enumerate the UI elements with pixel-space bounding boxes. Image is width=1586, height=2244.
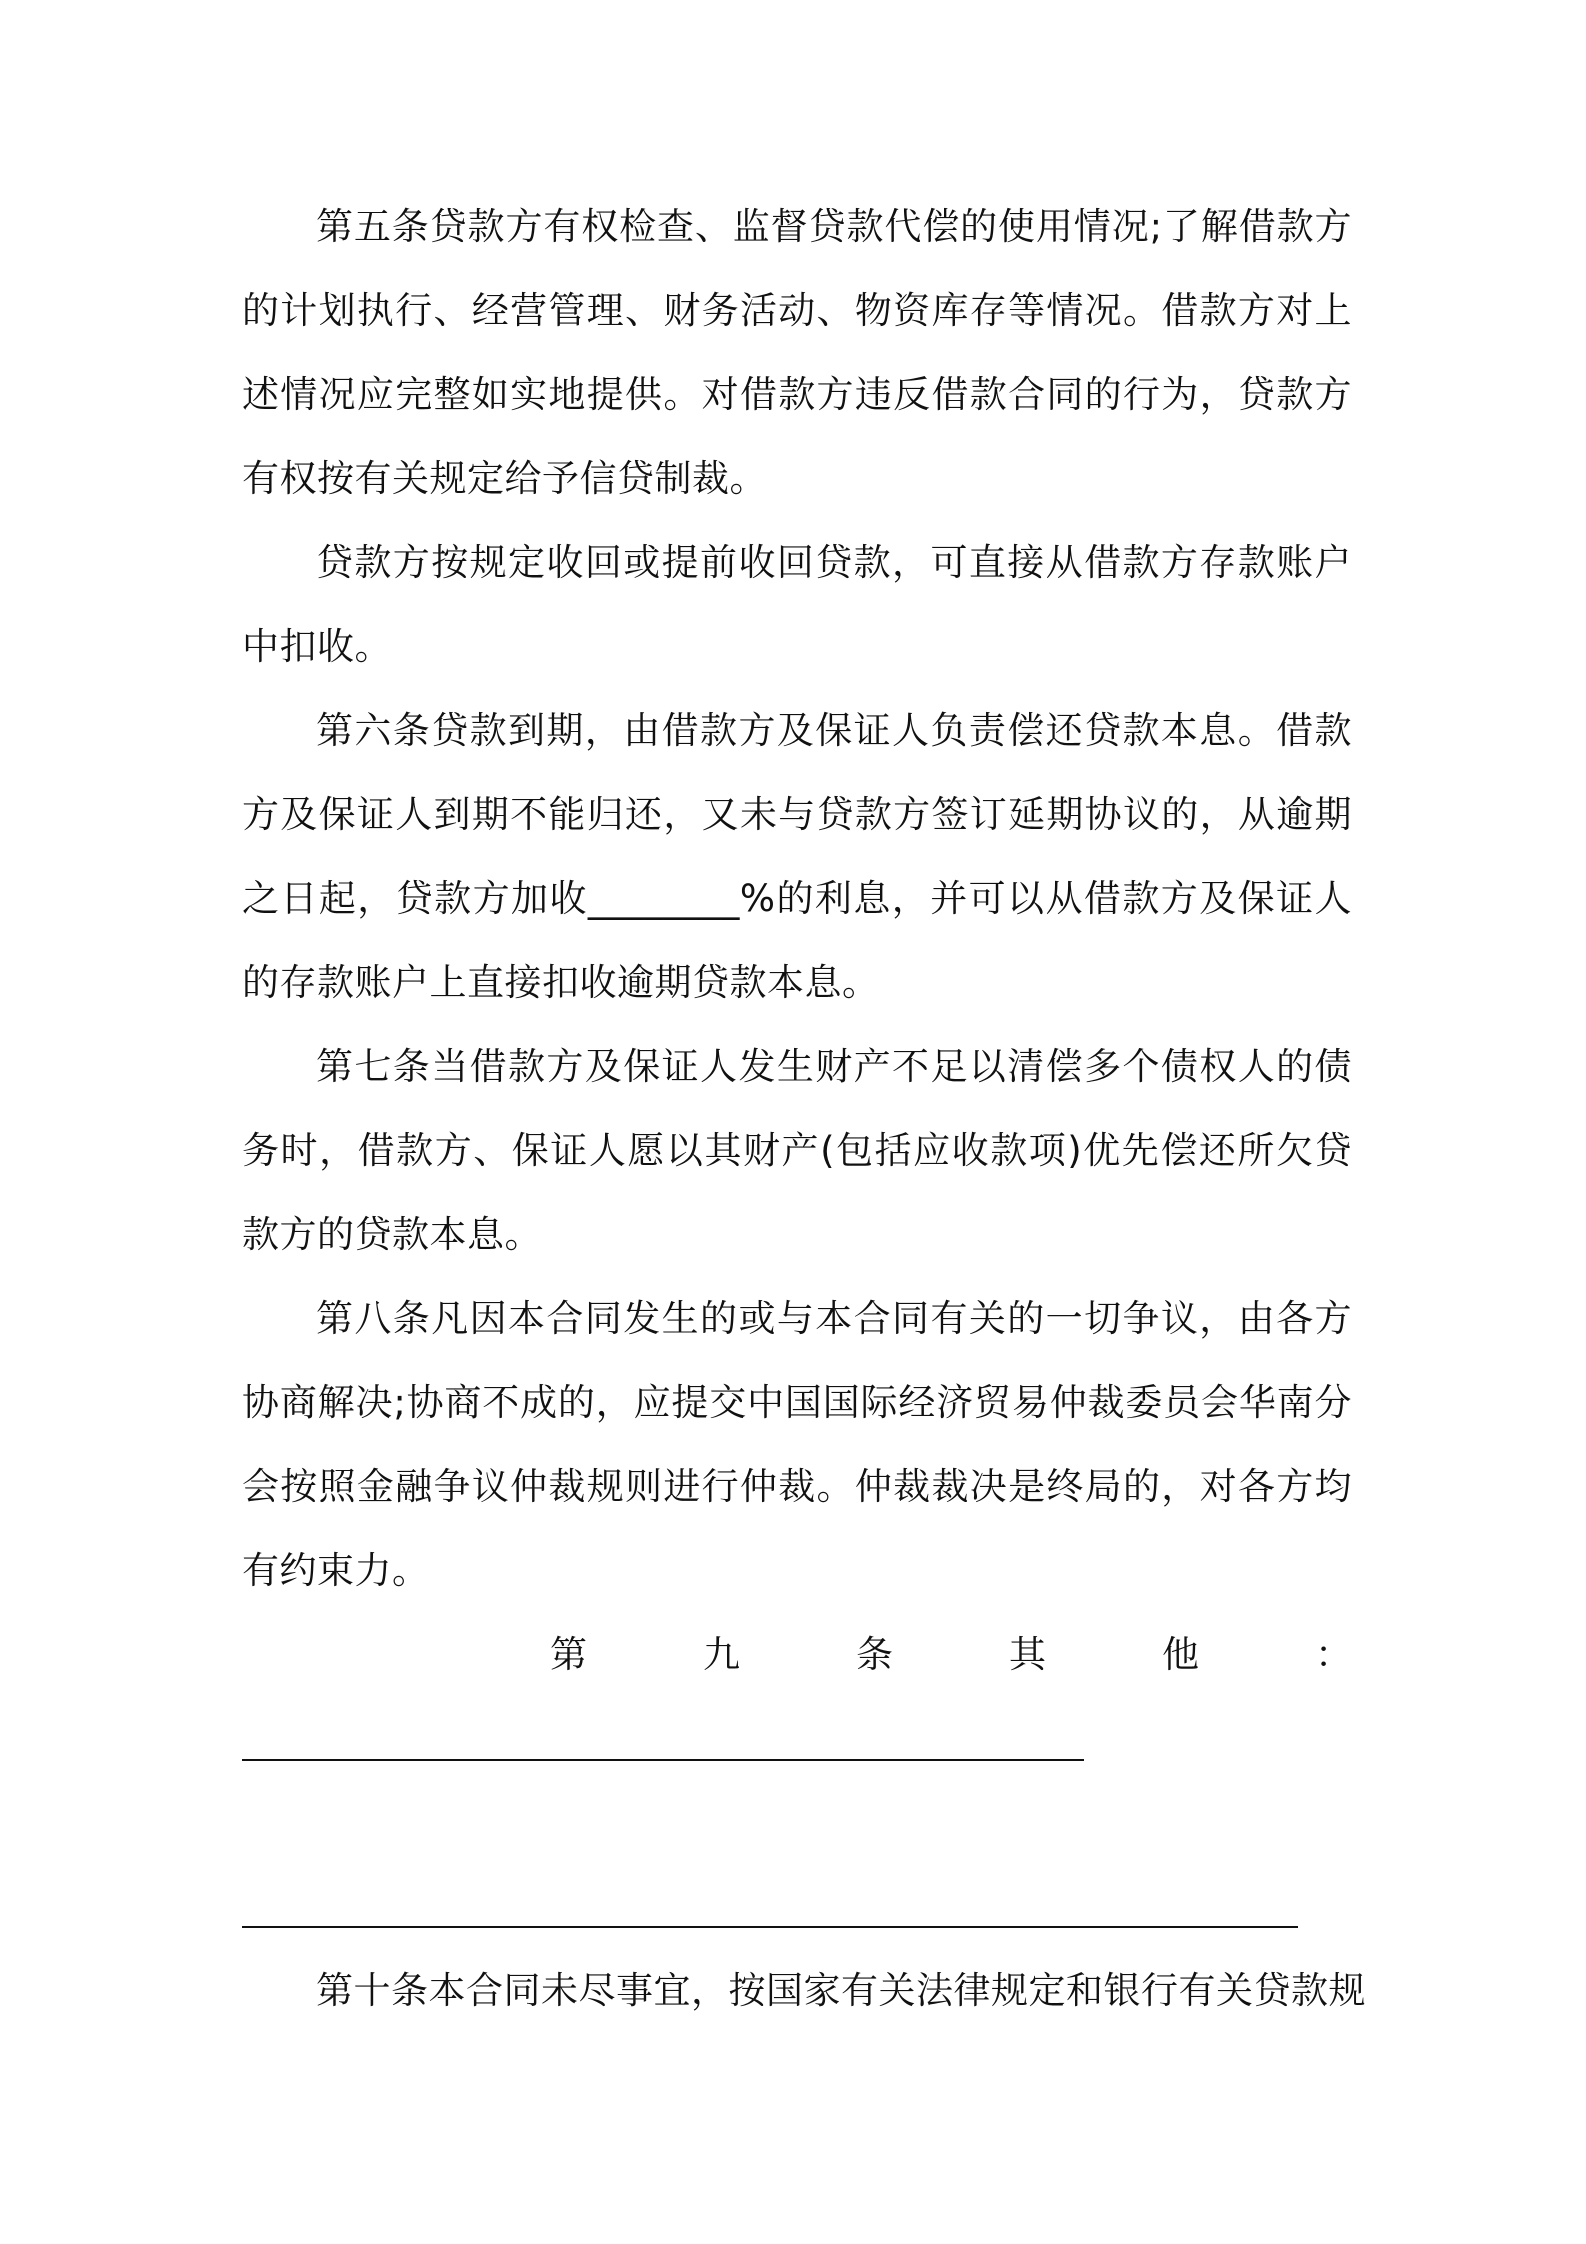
blank-fill-line bbox=[242, 1759, 1084, 1761]
paragraph-text: 贷款方按规定收回或提前收回贷款，可直接从借款方存款账户中扣收。 bbox=[242, 541, 1352, 668]
article-9-char: 他 bbox=[1162, 1633, 1199, 1676]
paragraph-text: 第七条当借款方及保证人发生财产不足以清偿多个债权人的债务时，借款方、保证人愿以其财产(包括应收款项)优先偿还所欠贷款方的贷款本息。 bbox=[242, 1045, 1352, 1256]
repayment-deduction-paragraph bbox=[242, 521, 1352, 689]
article-6-paragraph bbox=[242, 689, 1352, 1025]
paragraph-text: 第十条本合同未尽事宜，按国家有关法律规定和银行有关贷款规 bbox=[316, 1969, 1366, 2012]
article-10-paragraph bbox=[242, 1949, 1366, 2033]
article-9-char: ： bbox=[1315, 1633, 1352, 1676]
article-9-char: 条 bbox=[856, 1633, 893, 1676]
paragraph-text: 第五条贷款方有权检查、监督贷款代偿的使用情况;了解借款方的计划执行、经营管理、财务活动、物资库存等情况。借款方对上述情况应完整如实地提供。对借款方违反借款合同的行为，贷款方有权按有关规定给予信贷制裁。 bbox=[242, 205, 1352, 500]
blank-fill-line bbox=[242, 1926, 1298, 1928]
article-9-char: 第 bbox=[550, 1633, 587, 1676]
article-9-char: 九 bbox=[703, 1633, 740, 1676]
article-9-heading bbox=[242, 1613, 1352, 1697]
article-5-paragraph bbox=[242, 185, 1352, 521]
article-9-char: 其 bbox=[1009, 1633, 1046, 1676]
paragraph-text: 第六条贷款到期，由借款方及保证人负责偿还贷款本息。借款方及保证人到期不能归还，又未与贷款方签订延期协议的，从逾期之日起，贷款方加收________%的利息，并可以从借款方及保证人的存款账户上直接扣收逾期贷款本息。 bbox=[242, 709, 1352, 1004]
paragraph-text: 第八条凡因本合同发生的或与本合同有关的一切争议，由各方协商解决;协商不成的，应提交中国国际经济贸易仲裁委员会华南分会按照金融争议仲裁规则进行仲裁。仲裁裁决是终局的，对各方均有约束力。 bbox=[242, 1297, 1352, 1592]
article-8-paragraph bbox=[242, 1277, 1352, 1613]
article-7-paragraph bbox=[242, 1025, 1352, 1277]
